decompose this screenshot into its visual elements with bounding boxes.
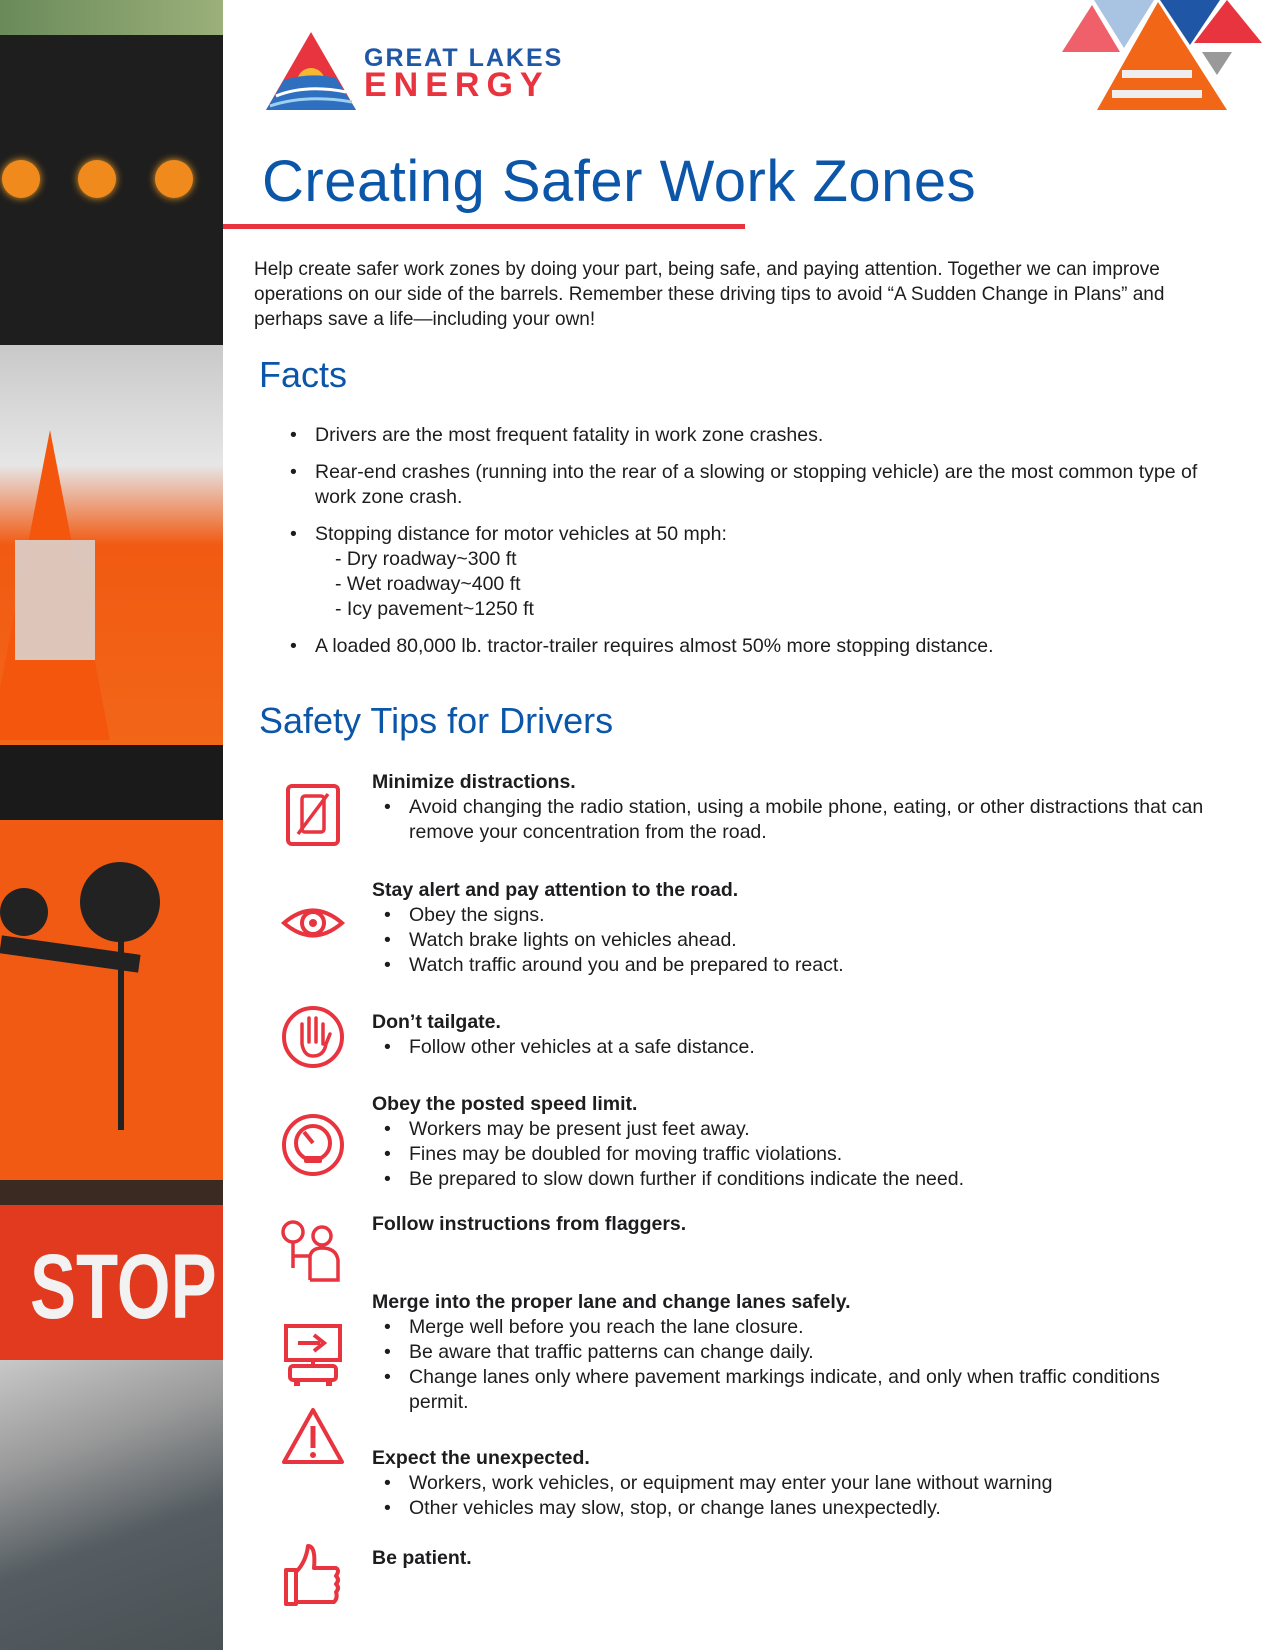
tip-bullet: • Be prepared to slow down further if conditions indicate the need. <box>372 1167 1220 1192</box>
tip-bullets <box>372 903 1220 978</box>
eye-icon <box>280 890 346 956</box>
fact-item: • Drivers are the most frequent fatality in work zone crashes. <box>290 423 1220 448</box>
safety-tips-heading: Safety Tips for Drivers <box>259 700 614 741</box>
stop-sign-text: STOP <box>30 1236 217 1338</box>
fact-text: Stopping distance for motor vehicles at 50 mph: <box>315 523 727 545</box>
tip-bullets <box>372 795 1220 845</box>
no-phone-icon <box>280 782 346 848</box>
tip-item <box>280 1290 1220 1415</box>
fact-item: • A loaded 80,000 lb. tractor-trailer requires almost 50% more stopping distance. <box>290 634 1220 659</box>
tip-bullet: • Other vehicles may slow, stop, or change lanes unexpectedly. <box>372 1496 1220 1521</box>
tip-bullet: • Watch brake lights on vehicles ahead. <box>372 928 1220 953</box>
tip-item <box>280 1446 1220 1521</box>
fact-item: • Rear-end crashes (running into the rear of a slowing or stopping vehicle) are the most common type of work zone crash. <box>290 460 1220 510</box>
tip-item <box>280 1092 1220 1192</box>
speedometer-icon <box>280 1112 346 1178</box>
cones-triangle-graphic <box>1062 0 1274 112</box>
intro-paragraph: Help create safer work zones by doing your part, being safe, and paying attention. Together we can improve operations on our side of the barrels. Remember these driving tips to avoid “A Sudden Change in Plans” and perhaps save a life—including your own! <box>254 259 1165 330</box>
flagger-icon <box>280 1218 346 1284</box>
tip-bullet: • Workers may be present just feet away. <box>372 1117 1220 1142</box>
tip-item <box>280 1546 1220 1571</box>
facts-heading: Facts <box>259 354 348 395</box>
tip-bullet: • Merge well before you reach the lane closure. <box>372 1315 1220 1340</box>
tip-item <box>280 770 1220 845</box>
tip-bullet: • Obey the signs. <box>372 903 1220 928</box>
logo-mark-icon <box>266 32 356 112</box>
tip-bullet: • Fines may be doubled for moving traffic violations. <box>372 1142 1220 1167</box>
work-zone-photo <box>0 0 223 1650</box>
tip-item <box>280 1212 1220 1237</box>
tip-title: Expect the unexpected. <box>372 1447 590 1469</box>
fact-item <box>290 522 1220 622</box>
tip-title: Merge into the proper lane and change lanes safely. <box>372 1291 851 1313</box>
tip-title: Minimize distractions. <box>372 771 576 793</box>
logo-line2: ENERGY <box>364 66 550 104</box>
tip-bullets <box>372 1471 1220 1521</box>
thumbs-up-icon <box>280 1542 346 1608</box>
tip-item <box>280 1010 1220 1060</box>
tip-title: Obey the posted speed limit. <box>372 1093 638 1115</box>
logo-line1: GREAT LAKES <box>364 44 564 72</box>
tip-title: Be patient. <box>372 1547 472 1569</box>
tip-item <box>280 878 1220 978</box>
tip-title: Don’t tailgate. <box>372 1011 501 1033</box>
tip-bullet: • Watch traffic around you and be prepared to react. <box>372 953 1220 978</box>
stopping-wet: - Wet roadway~400 ft <box>335 573 521 595</box>
tip-bullet: • Workers, work vehicles, or equipment may enter your lane without warning <box>372 1471 1220 1496</box>
title-underline <box>223 224 745 229</box>
tip-title: Follow instructions from flaggers. <box>372 1213 687 1235</box>
tip-bullet: • Be aware that traffic patterns can change daily. <box>372 1340 1220 1365</box>
stopping-icy: - Icy pavement~1250 ft <box>335 598 534 620</box>
page-title: Creating Safer Work Zones <box>262 149 977 214</box>
lane-change-icon <box>280 1322 346 1388</box>
tip-bullets <box>372 1035 1220 1060</box>
stopping-dry: - Dry roadway~300 ft <box>335 548 517 570</box>
tip-title: Stay alert and pay attention to the road. <box>372 879 739 901</box>
facts-list <box>290 423 1220 671</box>
tip-bullets <box>372 1117 1220 1192</box>
tip-bullet: • Follow other vehicles at a safe distance. <box>372 1035 1220 1060</box>
hand-stop-icon <box>280 1004 346 1070</box>
warning-icon <box>280 1404 346 1470</box>
tip-bullet: • Change lanes only where pavement markings indicate, and only when traffic conditions permit. <box>372 1365 1220 1415</box>
tip-bullet: • Avoid changing the radio station, using a mobile phone, eating, or other distractions that can remove your concentration from the road. <box>372 795 1220 845</box>
tip-bullets <box>372 1315 1220 1415</box>
